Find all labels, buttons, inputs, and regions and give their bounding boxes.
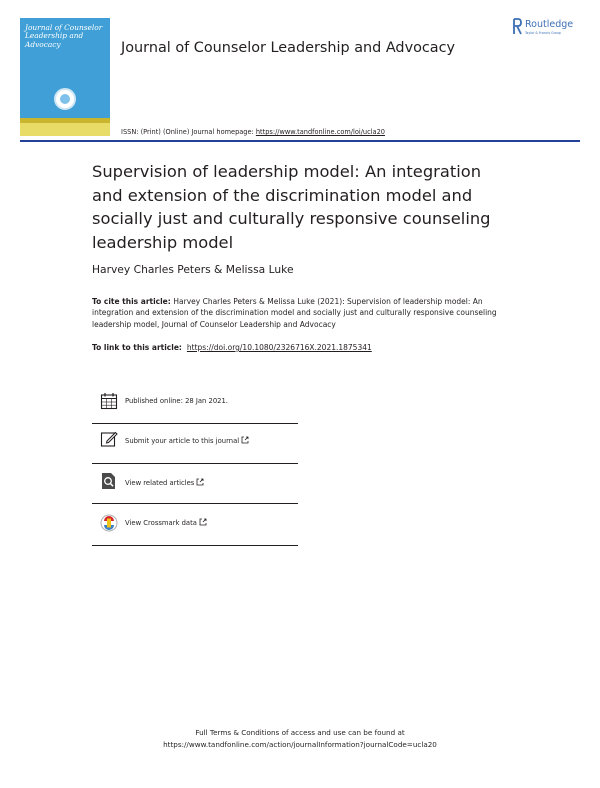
routledge-logo — [512, 18, 584, 40]
journal-cover-image — [20, 18, 110, 136]
view-crossmark-link[interactable]: View Crossmark data — [125, 518, 207, 527]
footer-journal-info-link[interactable]: https://www.tandfonline.com/action/journalInformation?journalCode=ucla20 — [163, 739, 437, 749]
journal-homepage-link[interactable]: https://www.tandfonline.com/loi/ucla20 — [255, 128, 385, 136]
article-authors: Harvey Charles Peters & Melissa Luke — [92, 263, 294, 276]
cover-issue-text: · — [23, 20, 24, 24]
document-search-icon — [100, 472, 118, 490]
routledge-r-icon — [512, 18, 522, 35]
citation-block — [92, 296, 512, 330]
calendar-icon — [100, 392, 118, 410]
related-articles-row[interactable] — [92, 464, 298, 504]
published-online-row — [92, 384, 298, 424]
cite-label: To cite this article: — [92, 297, 174, 306]
cover-journal-title: Journal of Counselor Leadership and Advocacy — [25, 23, 103, 49]
external-link-icon — [199, 518, 207, 526]
issn-text: ISSN: (Print) (Online) Journal homepage: — [121, 128, 256, 136]
submit-article-row[interactable] — [92, 424, 298, 464]
crossmark-icon — [100, 514, 118, 532]
journal-title: Journal of Counselor Leadership and Advocacy — [121, 40, 456, 56]
article-title: Supervision of leadership model: An integration and extension of the discrimination model and socially just and culturally responsive counseling leadership model — [92, 162, 491, 252]
external-link-icon — [196, 478, 204, 486]
cite-text: Harvey Charles Peters & Melissa Luke (2021): Supervision of leadership model: An integration and extension of the discrimination model and socially just and culturally responsive counseling leadership model, Journal of Counselor Leadership and Advocacy — [92, 297, 497, 329]
crossmark-row[interactable] — [92, 506, 298, 546]
header-divider — [20, 140, 580, 142]
publisher-subtitle: Taylor & Francis Group — [525, 31, 561, 35]
published-online-text: Published online: 28 Jan 2021. — [125, 397, 228, 405]
article-link-line — [92, 343, 372, 352]
edit-icon — [100, 430, 118, 448]
publisher-name: Routledge — [525, 19, 574, 30]
external-link-icon — [241, 436, 249, 444]
view-related-articles-link[interactable]: View related articles — [125, 478, 204, 487]
submit-article-link[interactable]: Submit your article to this journal — [125, 436, 249, 445]
doi-link[interactable]: https://doi.org/10.1080/2326716X.2021.1875341 — [186, 343, 372, 352]
link-label: To link to this article: — [92, 343, 185, 352]
issn-line — [121, 128, 385, 136]
cover-seal-icon — [54, 88, 76, 110]
footer-terms-text: Full Terms & Conditions of access and use can be found at — [195, 728, 405, 737]
footer — [100, 727, 500, 750]
cover-band-lower — [20, 123, 110, 136]
